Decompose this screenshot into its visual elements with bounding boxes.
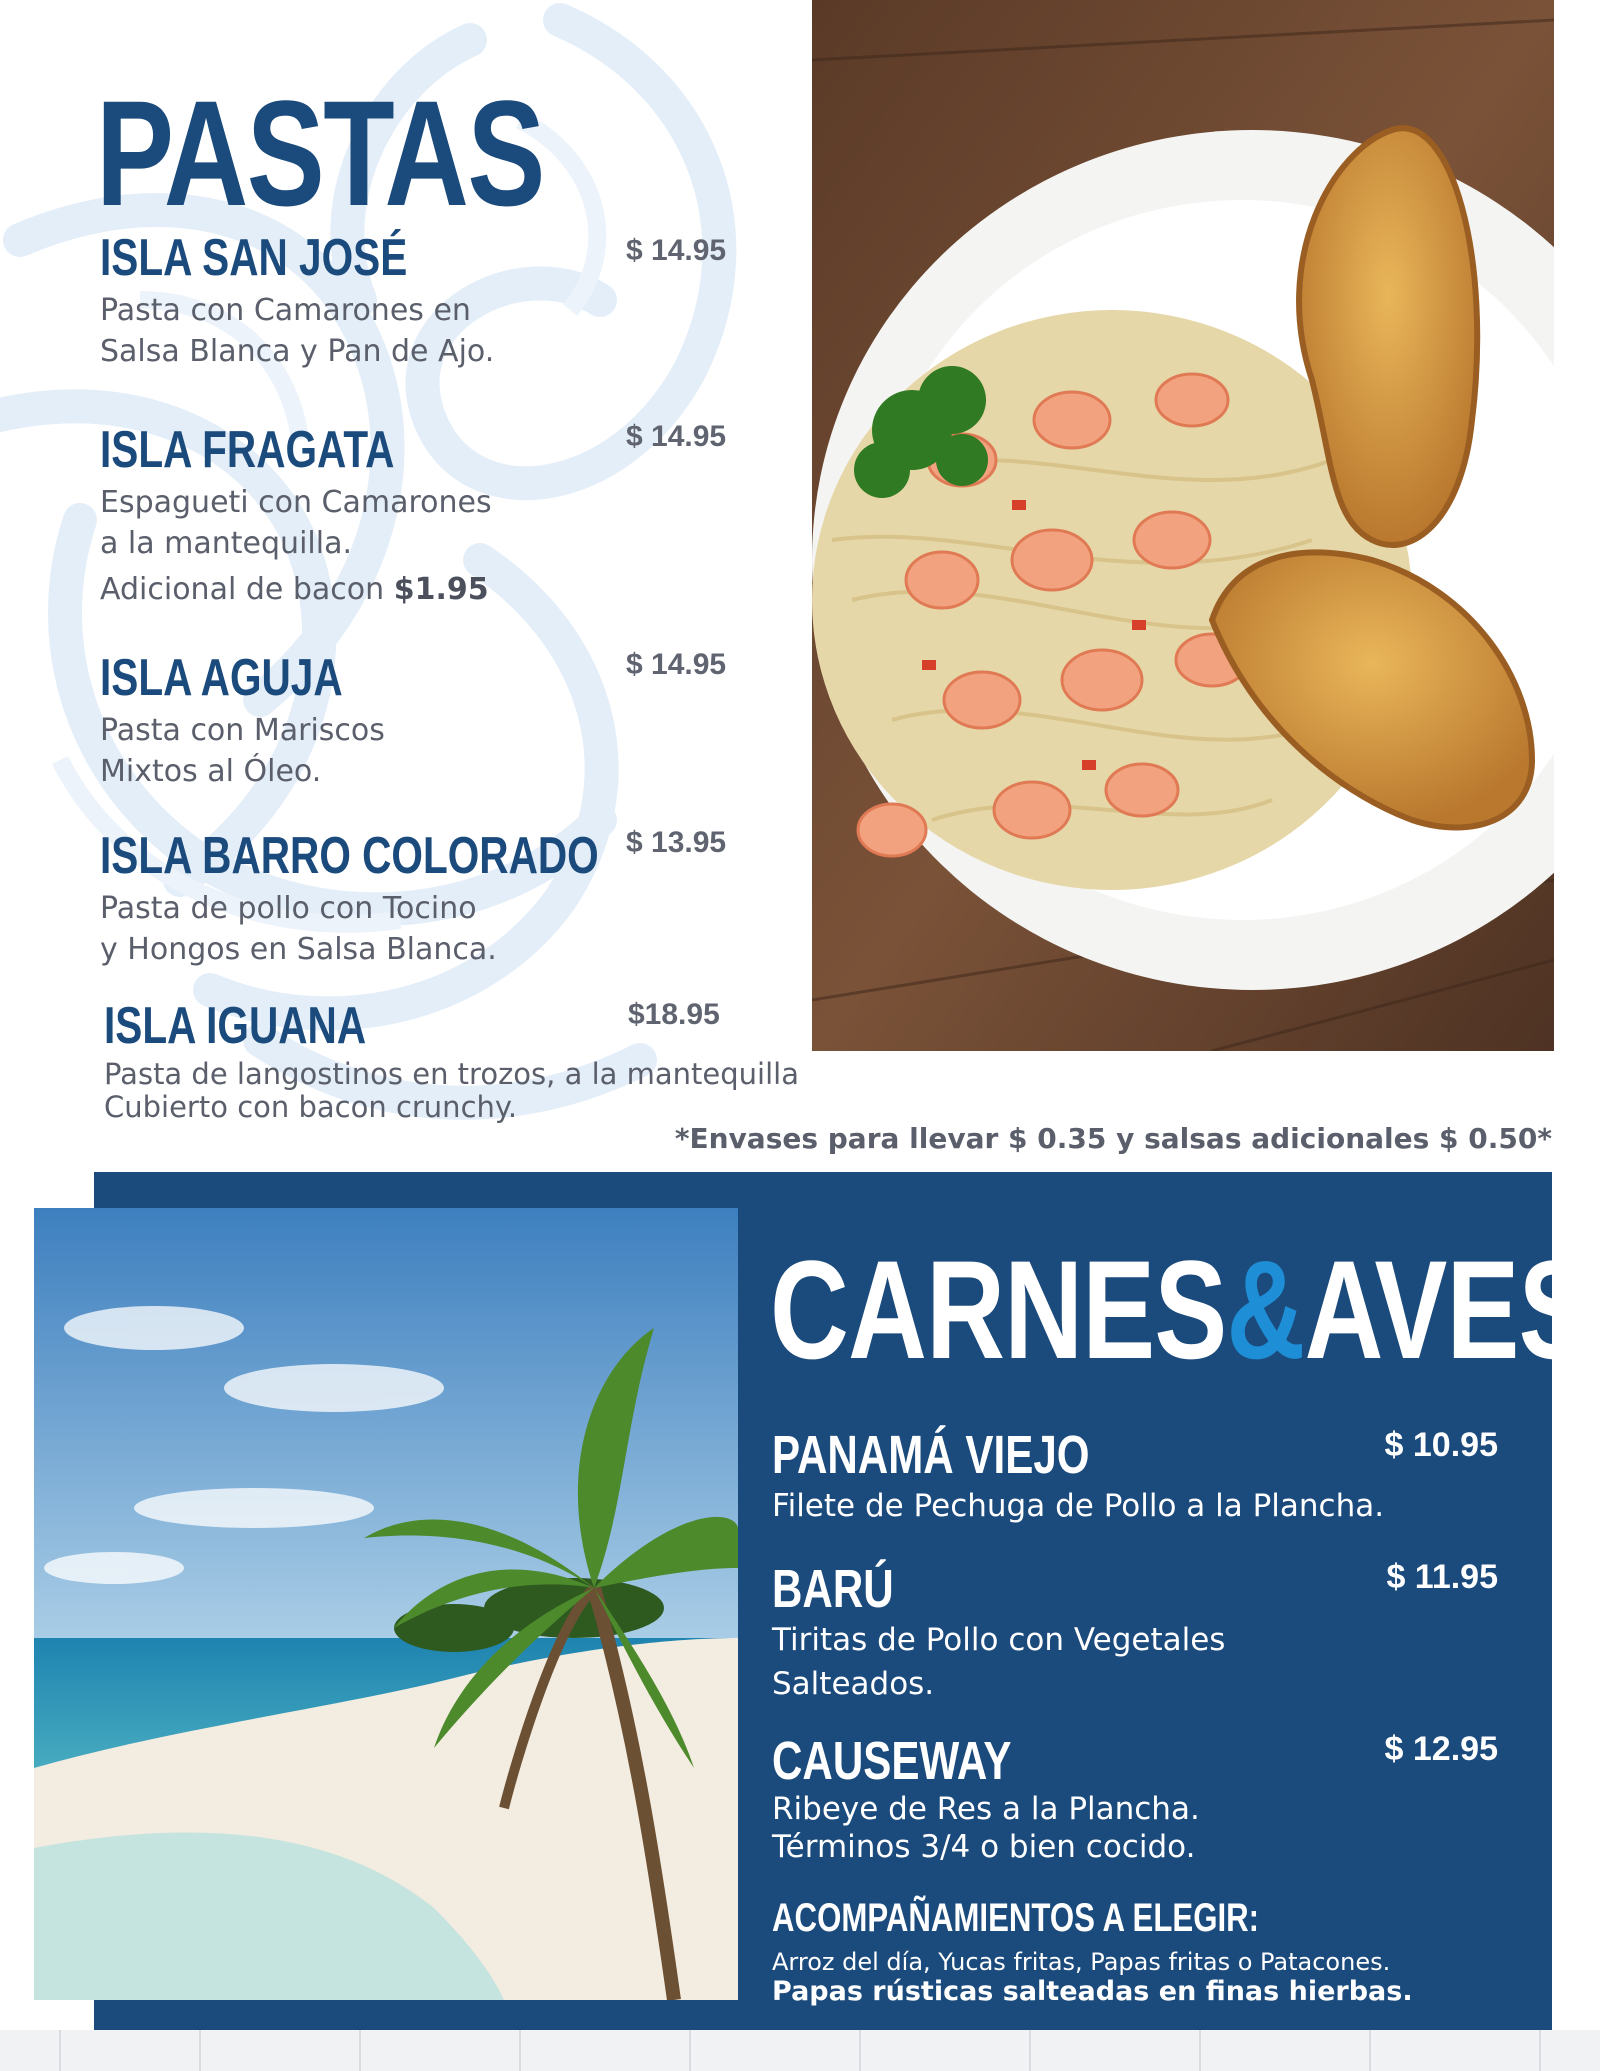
- menu-item-price: $ 10.95: [1384, 1426, 1498, 1464]
- menu-item-description: Pasta con Camarones en Salsa Blanca y Pan de Ajo.: [100, 293, 495, 369]
- menu-item-isla-san-jose: [100, 229, 780, 372]
- menu-item-causeway: [772, 1730, 1498, 1866]
- menu-item-price: $ 14.95: [626, 420, 727, 453]
- menu-item-price: $ 12.95: [1384, 1730, 1498, 1768]
- menu-item-name: ISLA SAN JOSÉ: [100, 229, 408, 287]
- menu-item-description: Pasta de pollo con Tocino y Hongos en Salsa Blanca.: [100, 891, 497, 967]
- menu-item-panama-viejo: [772, 1425, 1498, 1528]
- sides-title: ACOMPAÑAMIENTOS A ELEGIR:: [772, 1896, 1260, 1940]
- title-part-aves: AVES: [1304, 1231, 1591, 1388]
- menu-item-isla-aguja: [100, 648, 780, 792]
- menu-item-name: CAUSEWAY: [772, 1731, 1012, 1791]
- pasta-photo: [812, 0, 1554, 1051]
- beach-photo: [34, 1208, 738, 2000]
- pastas-section-title: PASTAS: [96, 69, 544, 237]
- menu-item-description: Tiritas de Pollo con Vegetales Salteados.: [772, 1622, 1226, 1702]
- menu-item-name: ISLA FRAGATA: [100, 421, 395, 479]
- menu-item-price: $ 11.95: [1386, 1558, 1498, 1596]
- carnes-aves-section-title: [770, 1231, 1591, 1388]
- menu-item-description: Filete de Pechuga de Pollo a la Plancha.: [772, 1488, 1385, 1524]
- takeaway-note: *Envases para llevar $ 0.35 y salsas adicionales $ 0.50*: [674, 1122, 1552, 1155]
- menu-item-isla-fragata: [100, 420, 780, 607]
- menu-item-description: Espagueti con Camarones a la mantequilla.: [100, 485, 492, 561]
- title-ampersand: &: [1226, 1231, 1305, 1388]
- extra-price: $1.95: [393, 572, 489, 607]
- menu-item-price: $ 13.95: [626, 826, 727, 859]
- menu-item-isla-iguana: [104, 997, 864, 1124]
- menu-item-name: PANAMÁ VIEJO: [772, 1425, 1090, 1485]
- wood-plank-background: [0, 2030, 1600, 2071]
- menu-item-name: ISLA BARRO COLORADO: [100, 827, 599, 885]
- menu-item-description: Pasta con Mariscos Mixtos al Óleo.: [100, 713, 385, 789]
- menu-item-name: ISLA IGUANA: [104, 997, 367, 1055]
- menu-item-name: ISLA AGUJA: [100, 649, 343, 707]
- menu-item-baru: [772, 1558, 1498, 1706]
- menu-item-description: Ribeye de Res a la Plancha. Términos 3/4 o bien cocido.: [772, 1791, 1200, 1865]
- sides-options: Arroz del día, Yucas fritas, Papas fritas o Patacones.: [772, 1948, 1391, 1976]
- menu-item-isla-barro-colorado: [100, 826, 780, 970]
- menu-item-extra: [100, 572, 780, 607]
- menu-item-price: $ 14.95: [626, 648, 727, 681]
- menu-item-description: Pasta de langostinos en trozos, a la mantequilla Cubierto con bacon crunchy.: [104, 1057, 799, 1124]
- menu-item-price: $18.95: [628, 998, 720, 1031]
- sides-options-extra: Papas rústicas salteadas en finas hierbas.: [772, 1976, 1413, 2007]
- menu-item-price: $ 14.95: [626, 234, 727, 267]
- title-part-carnes: CARNES: [770, 1231, 1227, 1388]
- menu-item-name: BARÚ: [772, 1559, 894, 1619]
- extra-label: Adicional de bacon: [100, 572, 385, 607]
